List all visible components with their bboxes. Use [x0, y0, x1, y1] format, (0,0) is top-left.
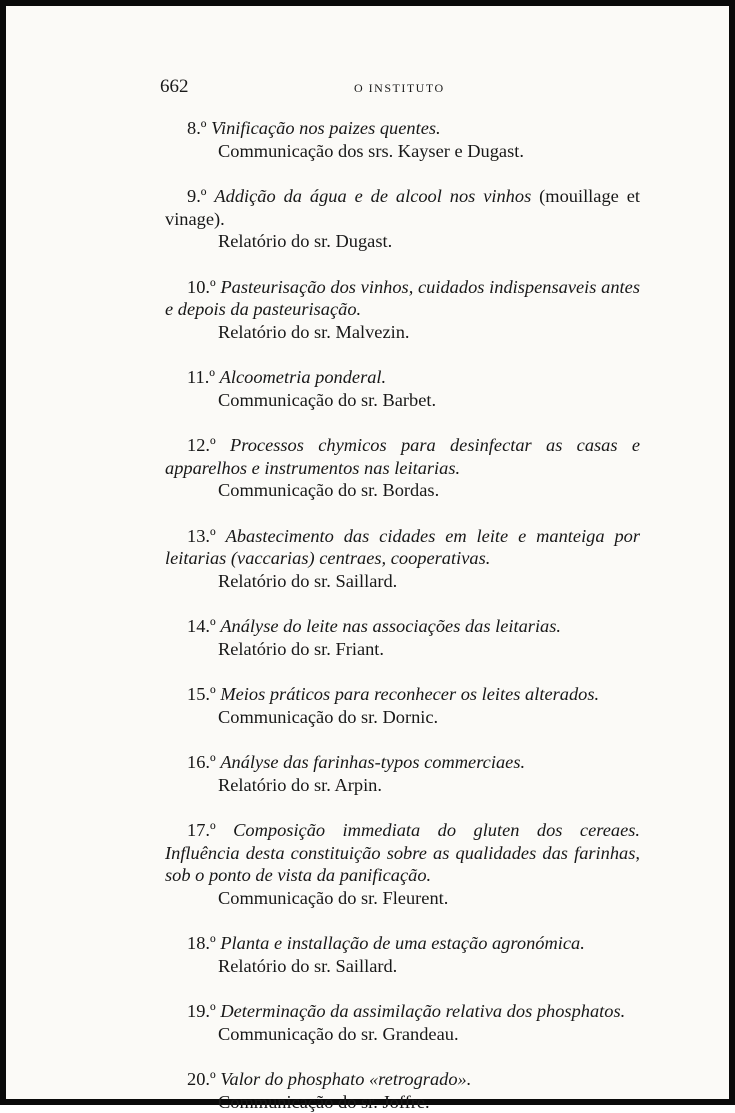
entry-title: [165, 525, 640, 570]
entry-title: [165, 615, 640, 638]
entry-text: Determinação da assimilação relativa dos phosphatos.: [220, 1001, 625, 1021]
entry-list: [165, 117, 640, 1113]
entry-text: Planta e installação de uma estação agronómica.: [220, 933, 585, 953]
entry-author: Communicação do sr. Joffre.: [165, 1091, 640, 1113]
entry-author: Communicação do sr. Barbet.: [165, 389, 640, 412]
entry-title: [165, 932, 640, 955]
entry-text: Pasteurisação dos vinhos, cuidados indispensaveis antes e depois da pasteurisação.: [165, 277, 640, 320]
entry-number: 14.º: [187, 616, 216, 636]
list-item: [165, 819, 640, 909]
entry-text: Valor do phosphato «retrogrado».: [220, 1069, 471, 1089]
list-item: [165, 1000, 640, 1045]
entry-author: Communicação dos srs. Kayser e Dugast.: [165, 140, 640, 163]
entry-text: Composição immediata do gluten dos cereaes. Influência desta constituição sobre as qualidades das farinhas, sob o ponto de vista da panificação.: [165, 820, 640, 885]
entry-author: Relatório do sr. Saillard.: [165, 570, 640, 593]
entry-title: [165, 434, 640, 479]
entry-title: [165, 819, 640, 887]
entry-author: Communicação do sr. Fleurent.: [165, 887, 640, 910]
entry-text: Vinificação nos paizes quentes.: [211, 118, 441, 138]
entry-author: Communicação do sr. Bordas.: [165, 479, 640, 502]
entry-title: [165, 276, 640, 321]
entry-author: Relatório do sr. Malvezin.: [165, 321, 640, 344]
list-item: [165, 1068, 640, 1113]
running-title: O INSTITUTO: [354, 81, 445, 96]
list-item: [165, 751, 640, 796]
list-item: [165, 117, 640, 162]
entry-text-extra: (mouillage et vinage).: [165, 186, 640, 229]
entry-title: [165, 366, 640, 389]
entry-number: 11.º: [187, 367, 215, 387]
list-item: [165, 366, 640, 411]
entry-title: [165, 1068, 640, 1091]
entry-number: 13.º: [187, 526, 216, 546]
entry-number: 18.º: [187, 933, 216, 953]
list-item: [165, 185, 640, 253]
entry-title: [165, 1000, 640, 1023]
entry-title: [165, 683, 640, 706]
entry-text: Anályse do leite nas associações das leitarias.: [220, 616, 561, 636]
list-item: [165, 932, 640, 977]
entry-title: [165, 751, 640, 774]
page-header: [0, 76, 735, 100]
entry-text: Abastecimento das cidades em leite e manteiga por leitarias (vaccarias) centraes, cooperativas.: [165, 526, 640, 569]
entry-title: [165, 117, 640, 140]
page-number: 662: [160, 76, 189, 98]
entry-number: 12.º: [187, 435, 216, 455]
entry-number: 16.º: [187, 752, 216, 772]
entry-number: 17.º: [187, 820, 216, 840]
list-item: [165, 615, 640, 660]
list-item: [165, 434, 640, 502]
entry-author: Communicação do sr. Dornic.: [165, 706, 640, 729]
entry-author: Relatório do sr. Arpin.: [165, 774, 640, 797]
entry-author: Relatório do sr. Friant.: [165, 638, 640, 661]
entry-author: Relatório do sr. Saillard.: [165, 955, 640, 978]
list-item: [165, 683, 640, 728]
list-item: [165, 525, 640, 593]
entry-author: Relatório do sr. Dugast.: [165, 230, 640, 253]
entry-text: Processos chymicos para desinfectar as casas e apparelhos e instrumentos nas leitarias.: [165, 435, 640, 478]
entry-number: 9.º: [187, 186, 207, 206]
entry-text: Anályse das farinhas-typos commerciaes.: [220, 752, 525, 772]
entry-author: Communicação do sr. Grandeau.: [165, 1023, 640, 1046]
entry-text: Alcoometria ponderal.: [220, 367, 387, 387]
entry-number: 19.º: [187, 1001, 216, 1021]
entry-number: 15.º: [187, 684, 216, 704]
entry-number: 8.º: [187, 118, 207, 138]
entry-text: Addição da água e de alcool nos vinhos: [214, 186, 531, 206]
entry-text: Meios práticos para reconhecer os leites alterados.: [220, 684, 599, 704]
entry-number: 20.º: [187, 1069, 216, 1089]
entry-number: 10.º: [187, 277, 216, 297]
entry-title: [165, 185, 640, 230]
list-item: [165, 276, 640, 344]
